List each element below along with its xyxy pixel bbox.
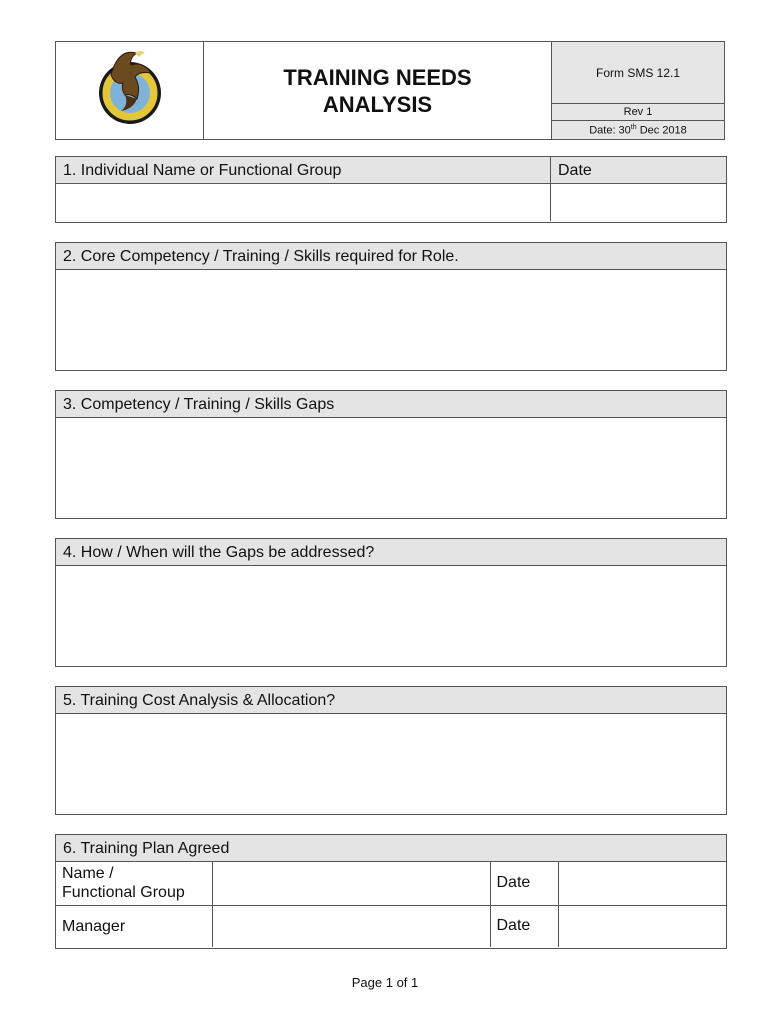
section-4-label: 4. How / When will the Gaps be addressed? xyxy=(56,539,726,566)
section-3-label: 3. Competency / Training / Skills Gaps xyxy=(56,391,726,418)
section-individual-name xyxy=(55,156,727,223)
section-6-label: 6. Training Plan Agreed xyxy=(56,835,726,862)
section-cost-analysis xyxy=(55,686,727,815)
section-gaps-addressed xyxy=(55,538,727,667)
date-sup: th xyxy=(630,123,637,131)
section-5-label: 5. Training Cost Analysis & Allocation? xyxy=(56,687,726,714)
training-plan-table xyxy=(56,862,726,947)
section-training-plan xyxy=(55,834,727,949)
form-title xyxy=(204,64,551,118)
date-suffix: Dec 2018 xyxy=(636,124,687,137)
eagle-emblem-icon xyxy=(85,43,175,133)
manager-field[interactable] xyxy=(212,905,490,947)
date-prefix: Date: 30 xyxy=(589,124,631,137)
logo-cell xyxy=(56,42,204,140)
skills-gaps-field[interactable] xyxy=(56,418,726,517)
individual-name-field[interactable] xyxy=(56,184,550,221)
form-header xyxy=(55,41,725,140)
section-1-label: 1. Individual Name or Functional Group xyxy=(56,157,550,184)
revision-date xyxy=(552,121,725,140)
section-1-date-field[interactable] xyxy=(551,184,726,221)
title-cell xyxy=(204,42,552,140)
name-date-label: Date xyxy=(490,862,558,905)
name-label-line-1: Name / xyxy=(62,865,114,883)
name-date-field[interactable] xyxy=(558,862,726,905)
core-competency-field[interactable] xyxy=(56,270,726,369)
form-number: Form SMS 12.1 xyxy=(552,42,725,104)
name-group-label xyxy=(56,862,212,905)
section-2-label: 2. Core Competency / Training / Skills required for Role. xyxy=(56,243,726,270)
manager-date-field[interactable] xyxy=(558,905,726,947)
section-1-date-label: Date xyxy=(551,157,726,184)
section-core-competency xyxy=(55,242,727,371)
manager-date-label: Date xyxy=(490,905,558,947)
name-group-field[interactable] xyxy=(212,862,490,905)
name-label-line-2: Functional Group xyxy=(62,884,185,902)
title-line-1: TRAINING NEEDS xyxy=(283,65,472,90)
title-line-2: ANALYSIS xyxy=(322,92,433,117)
page-number: Page 1 of 1 xyxy=(351,975,419,990)
gaps-addressed-field[interactable] xyxy=(56,566,726,665)
section-skills-gaps xyxy=(55,390,727,519)
cost-analysis-field[interactable] xyxy=(56,714,726,813)
revision: Rev 1 xyxy=(552,104,725,121)
manager-label: Manager xyxy=(56,905,212,947)
